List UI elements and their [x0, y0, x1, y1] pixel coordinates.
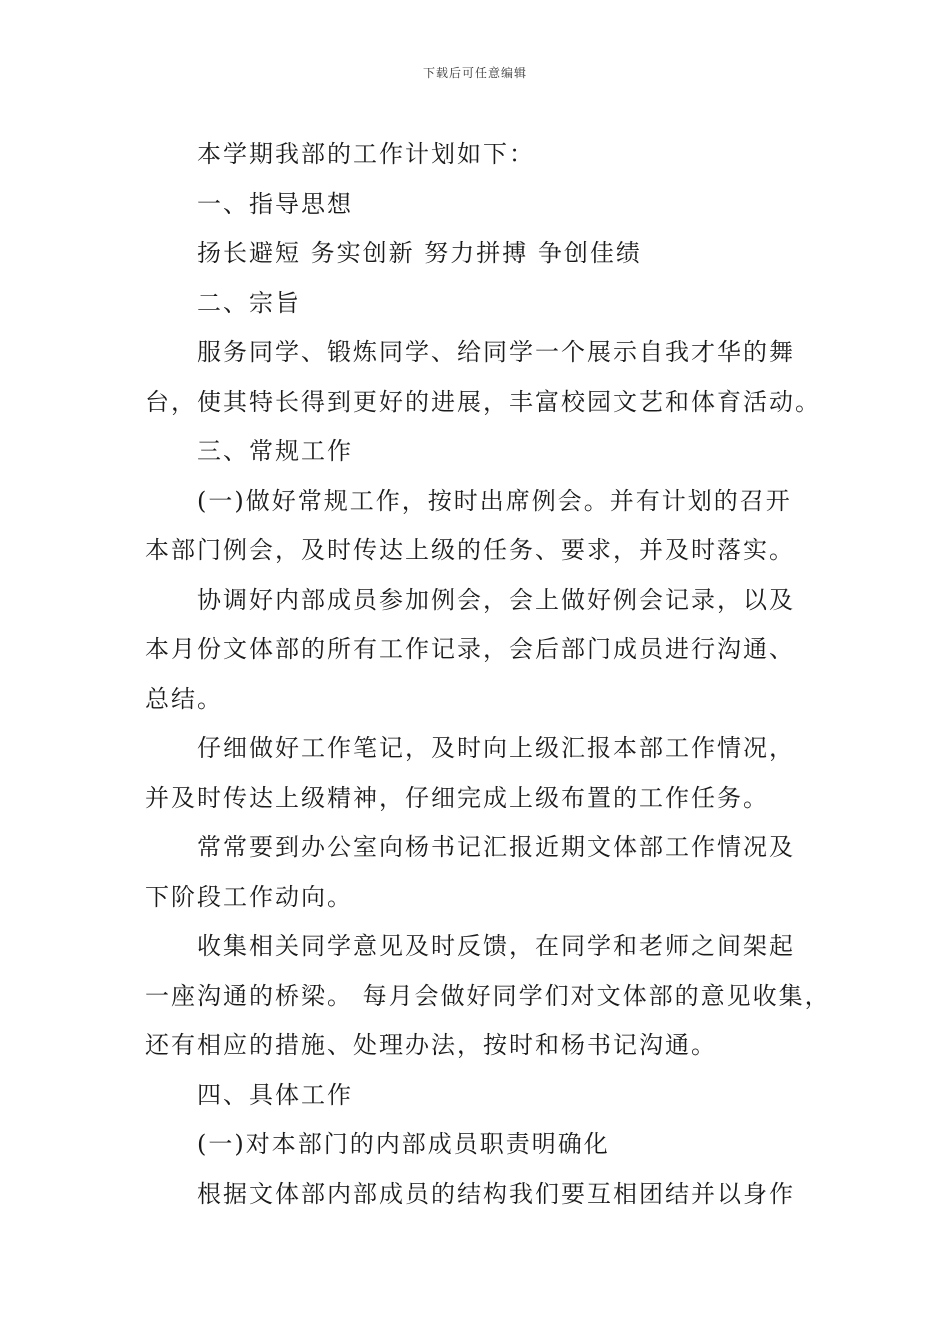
- text-line: 一座沟通的桥梁。 每月会做好同学们对文体部的意见收集，: [145, 981, 831, 1010]
- text-line: 常常要到办公室向杨书记汇报近期文体部工作情况及: [197, 833, 795, 861]
- text-line: (一)对本部门的内部成员职责明确化: [197, 1130, 610, 1158]
- text-line: 下阶段工作动向。: [145, 882, 353, 911]
- text-line: 根据文体部内部成员的结构我们要互相团结并以身作: [197, 1179, 795, 1208]
- section-heading: 三、常规工作: [197, 437, 353, 465]
- text-line: 仔细做好工作笔记，及时向上级汇报本部工作情况，: [197, 734, 795, 762]
- text-line: 协调好内部成员参加例会，会上做好例会记录，以及: [197, 585, 795, 614]
- text-line: 服务同学、锻炼同学、给同学一个展示自我才华的舞: [197, 338, 795, 366]
- section-heading: 四、具体工作: [197, 1080, 353, 1109]
- page-header-note: 下载后可任意编辑: [422, 66, 527, 80]
- text-line: 本月份文体部的所有工作记录，会后部门成员进行沟通、: [145, 635, 795, 663]
- text-line: 还有相应的措施、处理办法，按时和杨书记沟通。: [145, 1031, 717, 1059]
- text-line: 并及时传达上级精神，仔细完成上级布置的工作任务。: [145, 783, 769, 812]
- text-line: 台，使其特长得到更好的进展，丰富校园文艺和体育活动。: [145, 387, 821, 416]
- text-line: (一)做好常规工作，按时出席例会。并有计划的召开: [197, 486, 792, 515]
- text-line: 总结。: [145, 684, 223, 713]
- document-body: [145, 130, 835, 1219]
- section-heading: 二、宗旨: [197, 288, 301, 317]
- text-line: 本学期我部的工作计划如下：: [197, 140, 535, 168]
- text-line: 收集相关同学意见及时反馈，在同学和老师之间架起: [197, 932, 795, 960]
- section-heading: 一、指导思想: [197, 189, 353, 218]
- text-line: 本部门例会，及时传达上级的任务、要求，并及时落实。: [145, 536, 795, 564]
- text-line: 扬长避短 务实创新 努力拼搏 争创佳绩: [197, 239, 642, 267]
